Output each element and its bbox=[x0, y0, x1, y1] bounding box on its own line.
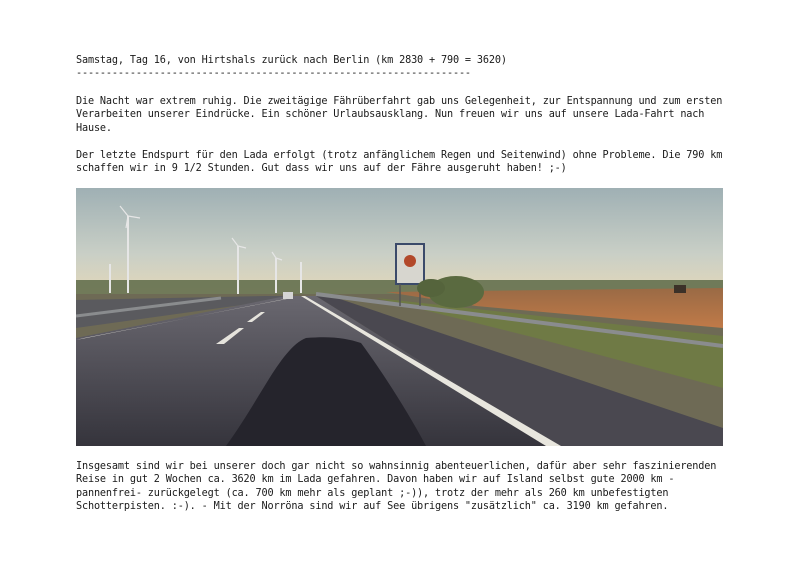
page-heading: Samstag, Tag 16, von Hirtshals zurück nach Berlin (km 2830 + 790 = 3620) bbox=[76, 55, 507, 66]
highway-photo bbox=[76, 188, 723, 446]
paragraph-night-ferry: Die Nacht war extrem ruhig. Die zweitägige Fährüberfahrt gab uns Gelegenheit, zur Entspannung und zum ersten Verarbeiten unserer Eindrücke. Ein schöner Urlaubsausklang. Nun freuen wir uns auf unsere Lada-Fahrt nach Hause. bbox=[76, 96, 723, 134]
paragraph-summary: Insgesamt sind wir bei unserer doch gar nicht so wahnsinnig abenteuerlichen, dafür aber sehr faszinierenden Reise in gut 2 Wochen ca. 3620 km im Lada gefahren. Davon haben wir auf Island selbst gute 2000 km -pannenfrei- zurückgelegt (ca. 700 km mehr als geplant ;-)), trotz der mehr als 260 km unbefestigten Schotterpisten. :-). - Mit der Norröna sind wir auf See übrigens "zusätzlich" ca. 3190 km gefahren. bbox=[76, 461, 717, 513]
heading-underline: ------------------------------------------------------------------ bbox=[76, 68, 471, 79]
paragraph-final-drive: Der letzte Endspurt für den Lada erfolgt (trotz anfänglichem Regen und Seitenwind) ohne Probleme. Die 790 km schaffen wir in 9 1/2 Stunden. Gut dass wir uns auf der Fähre ausgeruht haben! ;-) bbox=[76, 150, 723, 175]
